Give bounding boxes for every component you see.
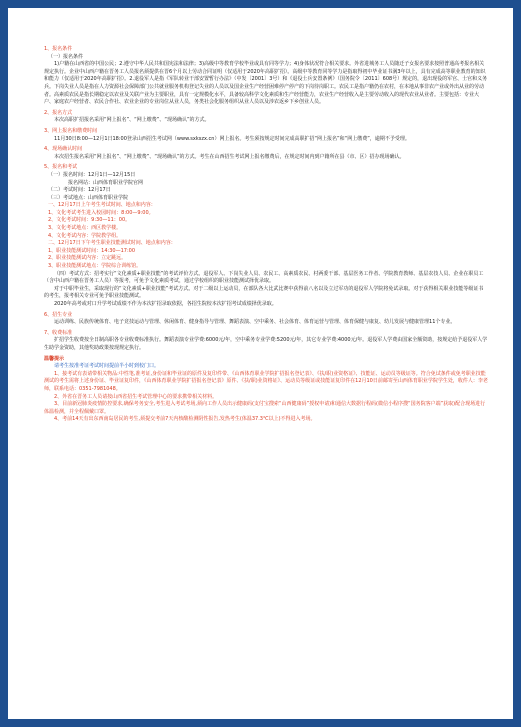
morning-schedule-title: 一、12月17日上午考生考试时间、地点和内容： bbox=[48, 202, 156, 209]
section-1-subtitle: （一）报名条件 bbox=[48, 53, 84, 60]
notice-item-4: 4、考前14天有出东西南岛居民的考生,须提交考前7天内核酸检测阴性报告,发热考生(体温37.3℃以上)不得进入考场。 bbox=[54, 416, 316, 423]
section-3-paragraph: 11月30日8:00—12月1日18:00登录山西招生考试网（www.sxkszx.cn）网上报名。考生须按规定时间完成高职扩招“网上报名”和“网上缴费”，逾期不予受理。 bbox=[54, 135, 410, 142]
morning-exam-content: 4、文化考试内容：学院教学组。 bbox=[48, 232, 122, 239]
section-3-title: 3、网上报名和缴费时间 bbox=[44, 127, 98, 134]
score-note-paragraph: 2020年高考或对口升学考试成绩不作为本次扩招录取依据，各招生院校本次扩招考试成绩择优录取。 bbox=[54, 301, 277, 307]
section-1-paragraph: 1)户籍在山西省的中国公民；2.遵守中华人民共和国宪法和法律；3)高级中等教育学校毕业或具有同等学力；4)身体状况符合相关要求。外省进城务工人员随迁子女报名要求按照普通高考报名相关规定执行。企业中山西户籍在晋务工人员报名须提供在晋6个月以上劳动合同证明（仅适用于2020年高职扩招）。高级中等教育同等学力是指取得初中毕业证书满3年以上，具有完成高等职业教育的知识和能力（仅适用于2020年高职扩招）。2.退役军人是指《军队转业干部安置暂行办法》（中发〔2001〕3号）和《退役士兵安置条例》（国务院令〔2011〕608号）规定的，退出现役的军官、士官和义务兵。下岗失业人员是指在人力资源社会保障部门公共就业服务机构登记失业的人员以及国企业生产经营困难停产停产的下岗待岗职工。农民工是指户籍仍在农村，在本地从事非农产业或外出从业的劳动者。高素质农民是指长期稳定以农业及关联产业为主要职业，具有一定规模化水平，具备较高科学文化素质和生产经营能力，农业生产经营收入是主要劳动收入的现代农业从业者。主要包括：专业大户、家庭农户经营者、农民合作社、农业企业的专业岗位从业人员，务类社会化服务组织从业人员以及涉农返乡下乡创业人员。 bbox=[44, 61, 488, 106]
section-6-paragraph: 运动训练、民族传统体育、电子竞技运动与管理、休闲体育、健身指导与管理、舞蹈表演、空中乘务、社会体育、体育运营与管理、体育保健与康复、幼儿发展与健康管理11个专业。 bbox=[54, 319, 456, 326]
section-4-title: 4、现场确认时间 bbox=[44, 146, 83, 153]
exemption-paragraph: 对于中职毕业生，采取现行的“文化素质+职业技能”考试方式。对于二级以上运动员，在部队各大比武比赛中获得前八名以及立过军功的退役军人学院将免试录取。对于获得相关职业技能等级证书的考生，报考相关专业可免予职业技能测试。 bbox=[44, 285, 484, 300]
morning-exam-location: 3、文化考试地点：西区教学楼。 bbox=[48, 225, 122, 232]
afternoon-test-location: 3、职业技能测试地点：学院综合训练馆。 bbox=[48, 263, 142, 270]
exam-time: （二）考试时间：12月17日 bbox=[48, 187, 111, 194]
section-7-paragraph: 扩招学生收费按全日制高职各专业收费标准执行。舞蹈表演专业学费:6000元/年，空中乘务专业学费:5200元/年，其它专业学费:4000元/年。退役军人学费由国家全额资助，按规定给予退役军人学生助学金资助，其他奖助政策按现规定执行。 bbox=[44, 337, 488, 351]
document-body bbox=[44, 46, 488, 424]
section-4-paragraph: 本次招生报名采用“网上报名”、“网上缴费”、“现场确认”的方式。考生在山西招生考试网上报名缴费后，在规定时间内到户籍所在县（市、区）招办现场确认。 bbox=[54, 153, 405, 160]
notice-title: 温馨提示 bbox=[44, 355, 65, 362]
document-page bbox=[8, 8, 513, 719]
notice-intro: 请考生按准考证考试时间提前半小时到校门口。 bbox=[54, 363, 160, 370]
exam-method-paragraph: （四）考试方式：招考实行“文化素质+职业技能”的考试评价方式。退役军人、下岗失业人员、农民工、高素质农民、村两委干部、基层医务工作者、学院教育教师、基层农技人员、企业在职员工（含中山西户籍在晋务工人员）等报考，可免予文化素质考试，通过学校组织的职业技能测试择优录取。 bbox=[44, 270, 484, 285]
section-1-title: 1、报名条件 bbox=[44, 46, 73, 52]
notice-item-1: 1、接考试有表请带相关物品:中性笔,准考证,身份证和毕业证的原件及复印件带、《山西体育职业学院扩招报名登记表》、《扶/职)业资格证》、技能证、运动员等级证等。符合免试条件或免考职业技能测试的考生需将上述身份证、毕业证复印件，《山西体育职业学院扩招报名登记表》原件、《扶/职)业资格证》、运动员等级证或技能证复印件在12月10日前邮寄至山西体育职业学院学生处，收件人：李老师，联系电话：0351-7981048。 bbox=[44, 370, 488, 392]
section-7-title: 7、收费标准 bbox=[44, 329, 73, 336]
afternoon-test-content: 2、职业技能测试内容：立定跳远。 bbox=[48, 255, 127, 262]
notice-item-2: 2、外省在晋务工人员请按山西省招生考试管理中心的要求携带相关材料。 bbox=[54, 393, 218, 400]
registration-time: （一）报名时间：12月1日—12月15日 bbox=[48, 171, 136, 178]
notice-item-3: 3、目前新冠肺炎疫情防控要求,确保考务安全,考生进入考试考场,须向工作人员出示健康码(支付宝搜索“山西健康码”授权申请)和通信大数据行程码(微信小程序搜“国务院客户端”获取)配合现场进行体温检测，并全程佩戴口罩。 bbox=[44, 401, 486, 415]
section-2-paragraph: 本次高职扩招报名采用“网上报名”、“网上缴费”、“现场确认”的方式。 bbox=[54, 117, 210, 124]
afternoon-schedule-title: 二、12月17日下午考生职业技能测试时间、地点和内容： bbox=[48, 240, 176, 247]
registration-website: 报名网站：山西体育职业学院官网 bbox=[68, 179, 144, 186]
section-2-title: 2、报名方式 bbox=[44, 109, 73, 116]
exam-location: （三）考试地点：山西体育职业学院 bbox=[48, 194, 129, 201]
morning-exam-time: 2、文化考试时间：9:30—11：00。 bbox=[48, 217, 131, 224]
section-6-title: 6、招生专业 bbox=[44, 311, 73, 318]
section-5-title: 5、报名和考试 bbox=[44, 164, 78, 171]
afternoon-test-time: 1、职业技能测试时间：14:30—17:00 bbox=[48, 247, 136, 254]
morning-entry-time: 1、文化考试考生进入校园时间：8:00—9:00。 bbox=[48, 209, 154, 216]
